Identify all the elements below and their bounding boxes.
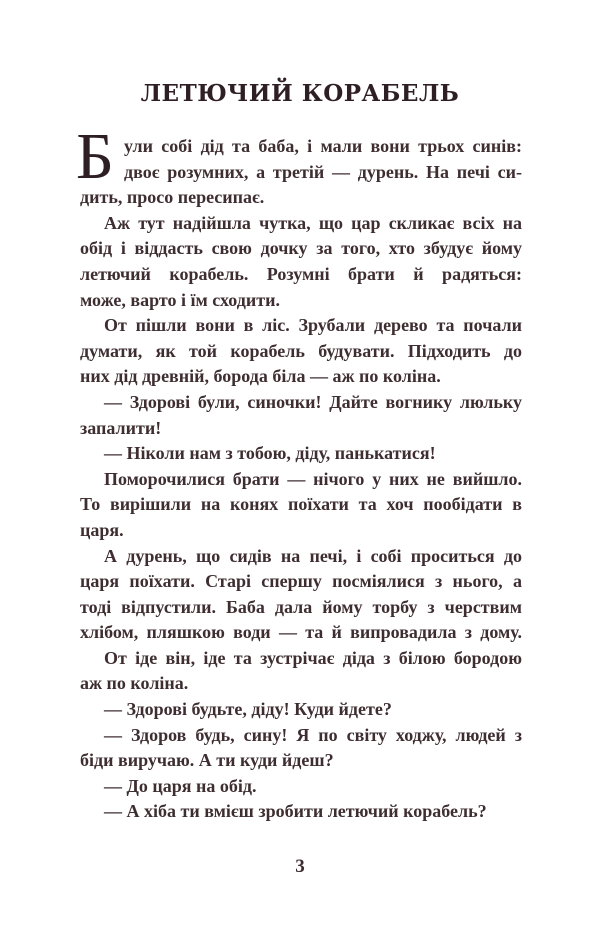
- text-line: двоє розумних, а третій — дурень. На печі си-: [124, 161, 522, 182]
- text-line: — А хіба ти вмієш зробити летючий корабель?: [104, 801, 487, 822]
- page-number: 3: [295, 856, 305, 877]
- story-title: ЛЕТЮЧИЙ КОРАБЕЛЬ: [140, 80, 460, 107]
- text-line: може, варто і їм сходити.: [80, 289, 280, 310]
- text-line: — Ніколи нам з тобою, діду, панькатися!: [104, 443, 436, 464]
- text-line: ули собі дід та баба, і мали вони трьох синів:: [124, 136, 522, 156]
- text-line: аж по коліна.: [80, 673, 189, 694]
- text-line: летючий корабель. Розумні брати й радяться:: [80, 263, 522, 284]
- drop-cap: Б: [76, 120, 114, 193]
- text-line: Поморочилися брати — нічого у них не вийшло.: [104, 468, 522, 489]
- text-line: дить, просо пересипає.: [80, 187, 265, 208]
- text-line: — До царя на обід.: [104, 775, 257, 796]
- text-line: От пішли вони в ліс. Зрубали дерево та почали: [104, 315, 522, 336]
- story-text: [80, 134, 522, 825]
- text-line: запалити!: [80, 417, 162, 438]
- text-line: — Здорові були, синочки! Дайте вогнику люльку: [104, 391, 522, 412]
- text-line: біди виручаю. А ти куди йдеш?: [80, 750, 334, 771]
- text-line: них дід древній, борода біла — аж по коліна.: [80, 366, 441, 387]
- text-line: А дурень, що сидів на печі, і собі проситься до: [104, 545, 522, 566]
- text-line: думати, як той корабель будувати. Підходить до: [80, 340, 522, 361]
- text-line: — Здорові будьте, діду! Куди йдете?: [104, 699, 392, 720]
- text-line: То вирішили на конях поїхати та хоч пообідати в: [80, 494, 522, 515]
- text-line: хлібом, пляшкою води — та й випровадила з дому.: [80, 622, 522, 643]
- text-line: От іде він, іде та зустрічає діда з білою бородою: [104, 647, 522, 668]
- text-line: царя поїхати. Старі спершу посміялися з нього, а: [80, 571, 522, 592]
- text-line: обід і віддасть свою дочку за того, хто збудує йому: [80, 238, 522, 259]
- text-line: тоді відпустили. Баба дала йому торбу з черствим: [80, 596, 522, 617]
- text-line: царя.: [80, 519, 124, 540]
- text-line: Аж тут надійшла чутка, що цар скликає всіх на: [104, 212, 522, 233]
- text-line: — Здоров будь, сину! Я по світу ходжу, людей з: [104, 724, 522, 745]
